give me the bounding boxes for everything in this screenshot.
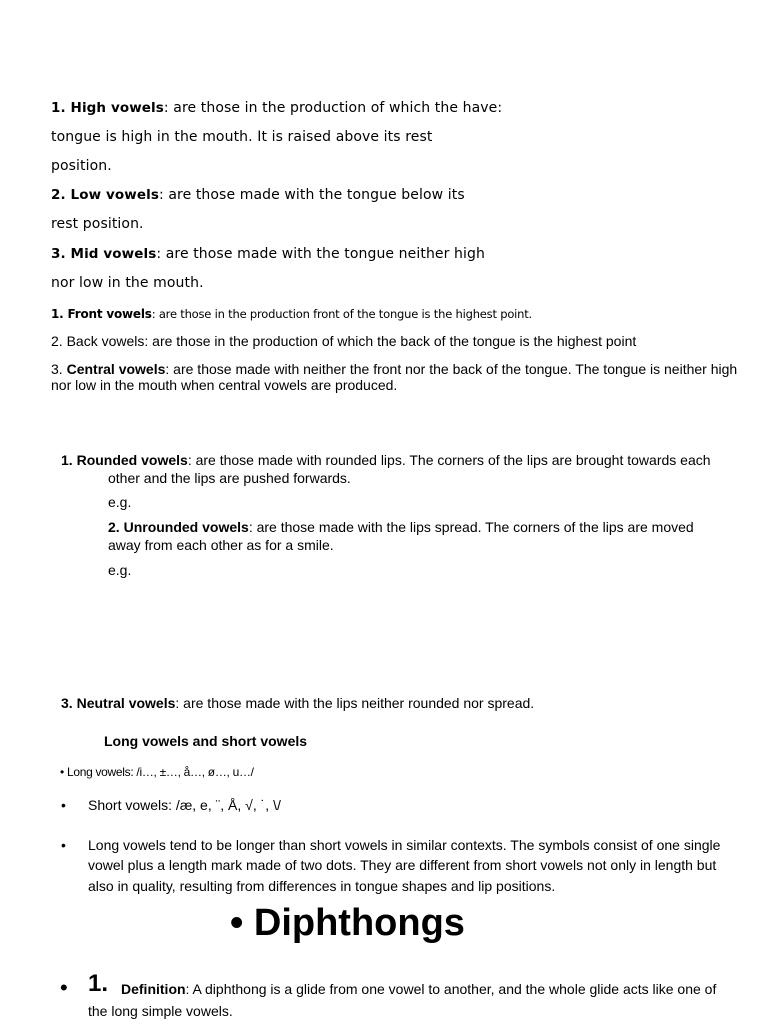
rounded-vowels-eg: e.g. xyxy=(108,494,132,510)
mid-vowels-line-2: nor low in the mouth. xyxy=(51,275,204,291)
central-vowels-line-1: 3. Central vowels: are those made with neither the front nor the back of the tongue. The tongue is neither high xyxy=(51,361,738,377)
diphthongs-heading: • Diphthongs xyxy=(230,902,465,944)
back-vowels-line: 2. Back vowels: are those in the production of which the back of the tongue is the highest point xyxy=(51,333,637,349)
unrounded-vowels-term: 2. Unrounded vowels xyxy=(108,519,249,535)
rounded-vowels-line-1: 1. Rounded vowels: are those made with rounded lips. The corners of the lips are brought towards each xyxy=(61,452,711,468)
front-vowels-line: 1. Front vowels: are those in the production front of the tongue is the highest point. xyxy=(51,307,533,321)
neutral-vowels-term: 3. Neutral vowels xyxy=(61,695,176,711)
front-vowels-term: 1. Front vowels xyxy=(51,307,152,321)
high-vowels-term: 1. High vowels xyxy=(51,100,164,116)
low-vowels-line-2: rest position. xyxy=(51,216,144,232)
long-vowels-item: • Long vowels: /i…, ±…, å…, ø…, u…/ xyxy=(60,765,254,779)
definition-term: Definition xyxy=(121,981,186,997)
bullet: • xyxy=(61,837,66,853)
mid-vowels-line-1: 3. Mid vowels: are those made with the tongue neither high xyxy=(51,246,485,262)
high-vowels-line-1: 1. High vowels: are those in the production of which the have: xyxy=(51,100,503,116)
bullet: • xyxy=(61,797,66,813)
high-vowels-line-3: position. xyxy=(51,158,112,174)
central-vowels-term: Central vowels xyxy=(66,361,166,377)
low-vowels-term: 2. Low vowels xyxy=(51,187,159,203)
definition-line-1: Definition: A diphthong is a glide from one vowel to another, and the whole glide acts like one of xyxy=(121,981,717,997)
rounded-vowels-line-2: other and the lips are pushed forwards. xyxy=(108,470,351,486)
low-vowels-line-1: 2. Low vowels: are those made with the tongue below its xyxy=(51,187,465,203)
definition-number: 1. xyxy=(88,970,109,997)
long-vowels-para-line-2: vowel plus a length mark made of two dots. They are different from short vowels not only in length but xyxy=(88,857,717,873)
central-vowels-line-2: nor low in the mouth when central vowels are produced. xyxy=(51,377,398,393)
unrounded-vowels-line-2: away from each other as for a smile. xyxy=(108,537,334,553)
bullet: • xyxy=(230,902,244,944)
neutral-vowels-line: 3. Neutral vowels: are those made with the lips neither rounded nor spread. xyxy=(61,695,535,711)
long-vowels-para-line-1: Long vowels tend to be longer than short vowels in similar contexts. The symbols consist of one single xyxy=(88,837,721,853)
short-vowels-item: Short vowels: /æ, e, ¨, Å, √, ˙, \/ xyxy=(88,797,281,813)
long-vowels-para-line-3: also in quality, resulting from differences in tongue shapes and lip positions. xyxy=(88,878,556,894)
long-short-heading: Long vowels and short vowels xyxy=(104,733,308,749)
mid-vowels-term: 3. Mid vowels xyxy=(51,246,157,262)
rounded-vowels-term: 1. Rounded vowels xyxy=(61,452,188,468)
bullet: • xyxy=(60,975,68,1000)
unrounded-vowels-line-1: 2. Unrounded vowels: are those made with the lips spread. The corners of the lips are moved xyxy=(108,519,694,535)
high-vowels-line-2: tongue is high in the mouth. It is raised above its rest xyxy=(51,129,433,145)
unrounded-vowels-eg: e.g. xyxy=(108,562,132,578)
bullet: • xyxy=(60,765,64,779)
definition-line-2: the long simple vowels. xyxy=(88,1003,233,1019)
